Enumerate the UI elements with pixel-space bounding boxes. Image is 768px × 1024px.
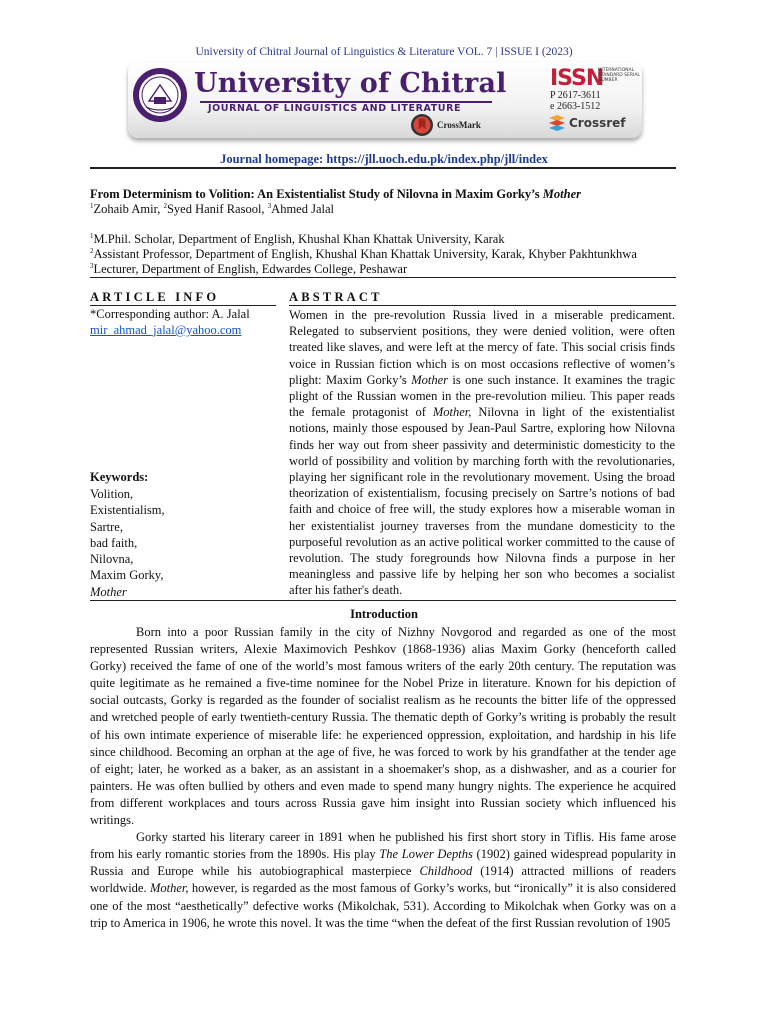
crossref-icon	[548, 114, 566, 132]
affiliation-divider	[90, 277, 676, 278]
header-divider	[90, 167, 676, 169]
article-title: From Determinism to Volition: An Existentialist Study of Nilovna in Maxim Gorky’s Mother	[90, 187, 581, 201]
introduction-body	[90, 624, 676, 932]
crossmark-badge[interactable]	[410, 113, 481, 137]
affiliation-item: $^1$M.Phil. Scholar, Department of English, Khushal Khan Khattak University, Karak	[90, 232, 505, 246]
issn-print: P 2617-3611	[550, 90, 601, 101]
issn-logo: ISSN	[550, 66, 604, 91]
paragraph: Born into a poor Russian family in the city of Nizhny Novgorod and regarded as one of the most represented Russian writers, Alexie Maximovich Peshkov (1868-1936) alias Maxim Gorky (henceforth called Gorky) received the fame of one of the world’s most famous writers of the early 20th century. The reputation was quite legitimate as he remained a five-time nominee for the Nobel Prize in literature. Known for his depiction of social outcasts, Gorky is regarded as the founder of socialist realism as he recounts the bitter life of the oppressed and wretched people of early twentieth-century Russia. The thematic depth of Gorky’s writing is probably the result of his own intimate experience of miserable life: he experienced oppression, exploitation, and hardship in his life since childhood. Becoming an orphan at the age of five, he was forced to work by his grandfather at the tender age of eight; later, he worked as a baker, as an assistant in a shoemaker's shop, as a dishwasher, and as a courier for painters. He was often bullied by others and even made to spend many hungry nights. The experience he acquired from different workplaces and tours across Russia gave him insight into Russian society which influenced his writings.	[90, 625, 676, 828]
corresponding-author: *Corresponding author: A. Jalal	[90, 307, 250, 321]
paragraph: Gorky started his literary career in 1891 when he published his first short story in Tiflis. His fame arose from his early romantic stories from the 1890s. His play The Lower Depths (1902) gained widespread popularity in Russia and Europe while his autobiographical masterpiece Childhood (1914) attracted millions of readers worldwide. Mother, however, is regarded as the most famous of Gorky’s works, but “ironically” it is also considered one of the most “aesthetically” defective works (Mikolchak, 531). According to Mikolchak when Gorky was on a trip to America in 1906, he wrote this novel. It was the time “when the defeat of the first Russian revolution of 1905	[90, 830, 677, 930]
keyword-item: bad faith,	[90, 535, 138, 550]
article-info-heading: ARTICLE INFO	[90, 290, 220, 304]
keyword-item: Nilovna,	[90, 552, 134, 567]
keyword-item: Mother	[90, 584, 127, 599]
issn-electronic: e 2663-1512	[550, 101, 601, 112]
crossref-label: Crossref	[569, 116, 626, 130]
affiliation-item: $^3$Lecturer, Department of English, Edwardes College, Peshawar	[90, 262, 408, 276]
author-email-link[interactable]: mir_ahmad_jalal@yahoo.com	[90, 323, 242, 337]
crossmark-icon	[410, 113, 434, 137]
introduction-heading: Introduction	[350, 607, 418, 621]
journal-issue-line: University of Chitral Journal of Linguistics & Literature VOL. 7 | ISSUE I (2023)	[195, 46, 573, 58]
journal-banner	[128, 62, 642, 138]
affiliations	[90, 232, 637, 277]
keyword-item: Volition,	[90, 487, 134, 501]
keyword-item: Maxim Gorky,	[90, 568, 164, 583]
keywords-list	[90, 486, 165, 600]
banner-subtitle: JOURNAL OF LINGUISTICS AND LITERATURE	[208, 103, 462, 114]
keywords-heading: Keywords:	[90, 470, 149, 484]
info-heading-rule	[90, 305, 276, 306]
abstract-divider	[90, 600, 676, 601]
affiliation-item: $^2$Assistant Professor, Department of English, Khushal Khan Khattak University, Karak, Khyber Pakhtunkhwa	[90, 247, 637, 261]
keyword-item: Sartre,	[90, 519, 123, 534]
keyword-item: Existentialism,	[90, 503, 165, 518]
journal-homepage-link[interactable]: Journal homepage: https://jll.uoch.edu.pk/index.php/jll/index	[220, 152, 548, 166]
crossmark-label: CrossMark	[437, 120, 481, 130]
abstract-heading: ABSTRACT	[289, 290, 383, 304]
banner-title: University of Chitral	[194, 68, 507, 99]
author-list: $^1$Zohaib Amir, $^2$Syed Hanif Rasool, $^3$Ahmed Jalal	[90, 202, 335, 216]
issn-caption: INTERNATIONAL STANDARD SERIAL NUMBER	[598, 68, 640, 83]
crossref-badge[interactable]	[548, 114, 626, 132]
abstract-text: Women in the pre-revolution Russia lived in a miserable predicament. Relegated to subservient positions, they were denied volition, were often treated like slaves, and were left at the mercy of fate. This social crisis finds voice in Russian fiction which is on most occasions reflective of women’s plight: Maxim Gorky’s Mother is one such instance. It examines the tragic plight of the Russian women in the pre-revolution milieu. This paper reads the female protagonist of Mother, Nilovna in light of the existentialist notions, mainly those espoused by Jean-Paul Sartre, exploring how Nilovna finds her way out from sheer passivity and deterministic domesticity to the world of possibility and volition by marching forth with the revolutionaries, playing her significant role in the revolutionary movement. Using the broad theorization of existentialism, focusing precisely on Sartre’s notions of bad faith and choice of free will, the study explores how a miserable woman in her existentialist journey traverses from the mundane domesticity to the purposeful revolution as an active political worker committed to the cause of revolution. The study foregrounds how Nilovna finds a purpose in her meaningless and passive life by helping her son who becomes a socialist after his father's death.	[289, 308, 676, 598]
issn-block	[550, 66, 640, 114]
university-seal-icon	[132, 67, 188, 123]
abstract-heading-rule	[289, 305, 676, 306]
